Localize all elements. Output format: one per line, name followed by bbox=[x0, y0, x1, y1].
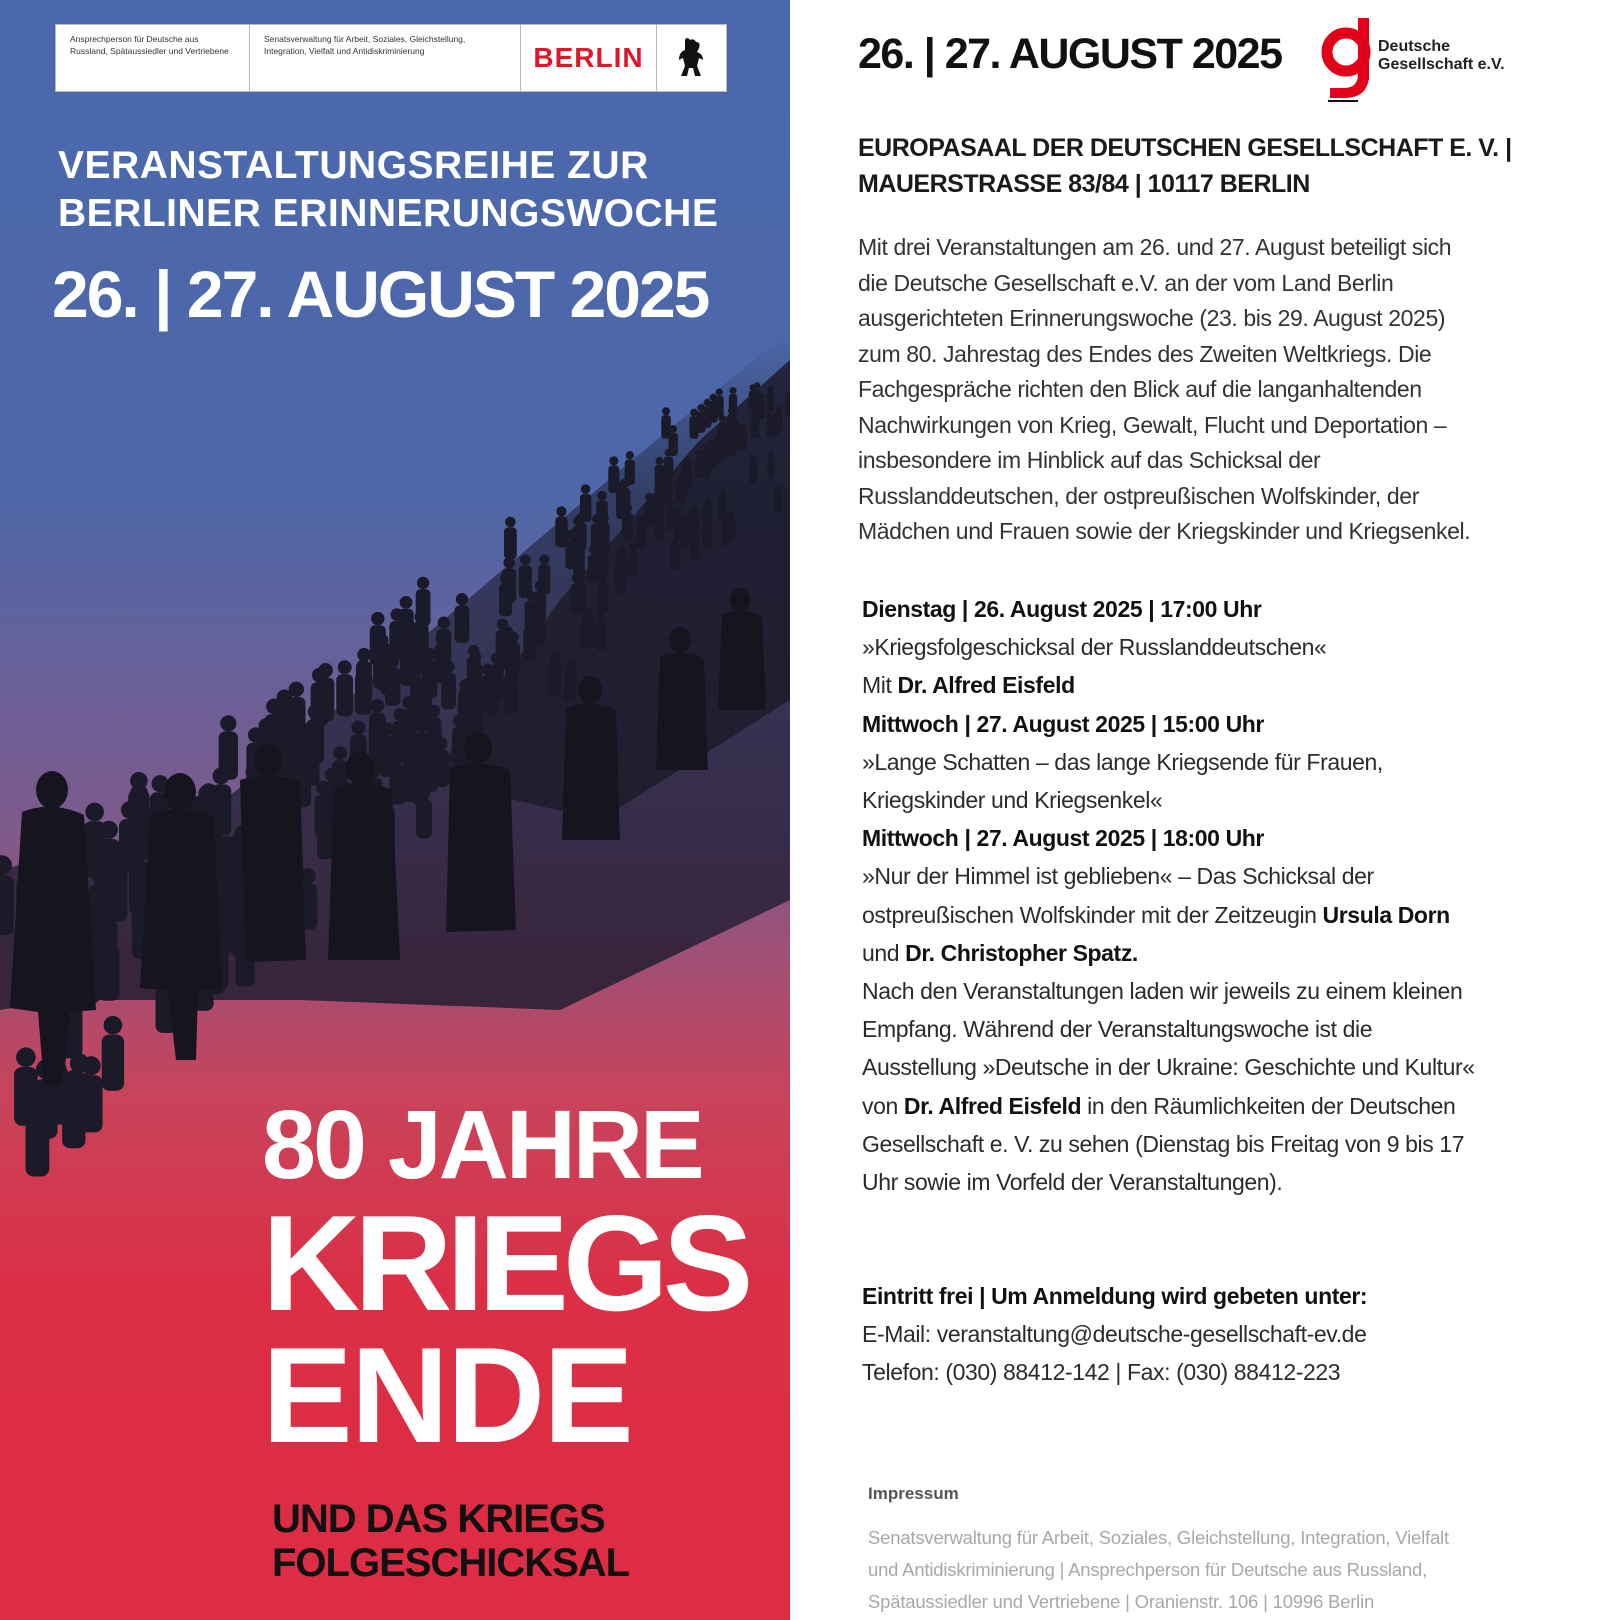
intro-line: Nachwirkungen von Krieg, Gewalt, Flucht und Deportation – bbox=[858, 411, 1447, 438]
crowd-figure-body bbox=[102, 1035, 124, 1091]
crowd-figure-body bbox=[731, 426, 740, 448]
crowd-figure-head bbox=[767, 413, 773, 419]
subtitle-line-1: UND DAS KRIEGS bbox=[272, 1497, 605, 1541]
title-line-3: ENDE bbox=[262, 1319, 632, 1471]
poster-date: 26. | 27. AUGUST 2025 bbox=[52, 257, 709, 331]
crowd-figure-head bbox=[662, 407, 670, 415]
crowd-figure-head bbox=[667, 499, 675, 507]
crowd-figure-head bbox=[371, 699, 385, 713]
crowd-figure-body bbox=[628, 552, 638, 577]
crowd-figure-body bbox=[504, 527, 517, 559]
crowd-figure-body bbox=[467, 657, 481, 692]
crowd-figure-head bbox=[338, 660, 352, 674]
crowd-figure-head bbox=[213, 767, 230, 784]
crowd-figure-body bbox=[416, 689, 432, 728]
crowd-figure-body bbox=[128, 803, 150, 858]
event-3-speaker-line bbox=[862, 934, 1562, 972]
intro-line: ausgerichteten Erinnerungswoche (23. bis 29. August 2025) bbox=[858, 305, 1446, 331]
crowd-figure-body bbox=[564, 670, 577, 701]
event-2-date: Mittwoch | 27. August 2025 | 15:00 Uhr bbox=[862, 710, 1264, 737]
crowd-figure-head bbox=[418, 786, 431, 799]
impressum-heading: Impressum bbox=[868, 1484, 959, 1503]
crowd-figure-head bbox=[375, 633, 389, 647]
crowd-figure-body bbox=[654, 517, 663, 541]
crowd-figure-head bbox=[248, 727, 263, 742]
crowd-figure-body bbox=[26, 1117, 50, 1177]
crowd-figure-body bbox=[702, 527, 711, 550]
crowd-figure-body bbox=[583, 618, 594, 647]
title-line-1: 80 JAHRE bbox=[262, 1090, 702, 1199]
crowd-figure-head bbox=[732, 419, 739, 426]
crowd-figure-body bbox=[434, 750, 449, 787]
crowd-figure-body bbox=[644, 501, 654, 526]
crowd-figure-head bbox=[574, 539, 583, 548]
crowd-figure-head bbox=[198, 785, 215, 802]
title-line-2: KRIEGS bbox=[262, 1187, 748, 1339]
crowd-figure-body bbox=[703, 506, 712, 530]
crowd-figure-head bbox=[656, 457, 664, 465]
crowd-figure-body bbox=[499, 584, 512, 617]
crowd-figure-head bbox=[520, 554, 531, 565]
crowd-figure-head bbox=[308, 704, 323, 719]
crowd-figure-body bbox=[751, 416, 760, 437]
crowd-figure-body bbox=[597, 585, 608, 613]
crowd-figure-head bbox=[623, 503, 632, 512]
crowd-figure-head bbox=[685, 514, 693, 522]
venue-line-1: EUROPASAAL DER DEUTSCHEN GESELLSCHAFT E. V. | bbox=[858, 134, 1512, 162]
crowd-figure-body bbox=[596, 501, 608, 530]
crowd-figure-body bbox=[98, 839, 120, 894]
crowd-figure-body bbox=[616, 555, 627, 583]
crowd-figure-head bbox=[438, 617, 450, 629]
series-line-2: BERLINER ERINNERUNGSWOCHE bbox=[58, 192, 719, 235]
crowd-figure-body bbox=[670, 547, 680, 571]
crowd-figure-head bbox=[728, 512, 735, 519]
crowd-figure-body bbox=[555, 517, 567, 548]
crowd-figure-body bbox=[283, 728, 301, 774]
crowd-figure-head bbox=[609, 456, 618, 465]
crowd-figure-head bbox=[626, 451, 634, 459]
exhibition-line-3: Gesellschaft e. V. zu sehen (Dienstag bis Freitag von 9 bis 17 bbox=[862, 1130, 1465, 1157]
crowd-figure-head bbox=[669, 425, 677, 433]
event-info-panel bbox=[790, 0, 1620, 1620]
event-2-title-2: Kriegskinder und Kriegsenkel« bbox=[862, 787, 1163, 814]
crowd-figure-body bbox=[496, 630, 510, 665]
crowd-figure-head bbox=[325, 768, 339, 782]
event-3-date: Mittwoch | 27. August 2025 | 18:00 Uhr bbox=[862, 825, 1264, 852]
event-1-with: Mit bbox=[862, 672, 898, 699]
crowd-figure-body bbox=[549, 663, 562, 696]
crowd-figure-head bbox=[400, 596, 413, 609]
intro-line: insbesondere im Hinblick auf das Schicksal der bbox=[858, 447, 1321, 473]
ansprechperson-label: Ansprechperson für Deutsche aus Russland, Spätaussiedler und Vertriebene bbox=[56, 25, 250, 91]
crowd-figure-head bbox=[775, 486, 782, 493]
crowd-figure-head bbox=[539, 555, 549, 565]
crowd-figure-head bbox=[505, 517, 516, 528]
crowd-figure-body bbox=[571, 583, 583, 613]
crowd-figure-head bbox=[100, 821, 118, 839]
crowd-figure-head bbox=[417, 577, 429, 589]
crowd-figure-head bbox=[524, 617, 535, 628]
intro-line: Mädchen und Frauen sowie der Kriegskinder und Kriegsenkel. bbox=[858, 518, 1471, 544]
event-poster bbox=[0, 0, 790, 1620]
crowd-figure-head bbox=[381, 722, 395, 736]
crowd-figure-body bbox=[669, 433, 678, 456]
event-3-title-2-text: ostpreußischen Wolfskinder mit der Zeitzeugin bbox=[862, 901, 1323, 928]
intro-line: Mit drei Veranstaltungen am 26. und 27. August beteiligt sich bbox=[858, 234, 1452, 260]
event-1-date: Dienstag | 26. August 2025 | 17:00 Uhr bbox=[862, 596, 1262, 622]
crowd-figure-head bbox=[436, 632, 449, 645]
crowd-figure-head bbox=[16, 1047, 36, 1067]
dg-mark-icon bbox=[1320, 18, 1376, 102]
reception-line-2: Empfang. Während der Veranstaltungswoche ist die bbox=[862, 1016, 1373, 1043]
crowd-figure-body bbox=[519, 565, 532, 598]
crowd-figure-head bbox=[597, 491, 607, 501]
crowd-figure-head bbox=[318, 663, 333, 678]
crowd-figure-head bbox=[776, 407, 782, 413]
crowd-figure-body bbox=[398, 609, 413, 648]
crowd-figure-head bbox=[418, 676, 431, 689]
crowd-figure-body bbox=[595, 621, 607, 650]
reception-line-1: Nach den Veranstaltungen laden wir jeweils zu einem kleinen bbox=[862, 978, 1463, 1005]
crowd-figure-head bbox=[767, 387, 773, 393]
registration-heading: Eintritt frei | Um Anmeldung wird gebeten unter: bbox=[862, 1283, 1368, 1309]
crowd-figure-head bbox=[645, 493, 653, 501]
intro-line: Russlanddeutschen, der ostpreußischen Wolfskinder, der bbox=[858, 482, 1419, 509]
berlin-wordmark: BERLIN bbox=[521, 25, 657, 91]
crowd-figure-head bbox=[351, 720, 365, 734]
crowd-figure-body bbox=[749, 391, 757, 410]
crowd-figure-head bbox=[739, 423, 746, 430]
crowd-figure-body bbox=[667, 507, 677, 531]
subtitle-line-2: FOLGESCHICKSAL bbox=[272, 1541, 630, 1585]
crowd-figure-head bbox=[371, 612, 384, 625]
crowd-figure-body bbox=[715, 396, 724, 418]
registration-email[interactable]: E-Mail: veranstaltung@deutsche-gesellschaft-ev.de bbox=[862, 1321, 1367, 1347]
event-3-title-1: »Nur der Himmel ist geblieben« – Das Schicksal der bbox=[862, 863, 1374, 890]
crowd-figure-head bbox=[85, 803, 104, 822]
crowd-figure-head bbox=[684, 457, 692, 465]
crowd-figure-body bbox=[608, 466, 619, 493]
crowd-figure-head bbox=[556, 506, 566, 516]
crowd-figure-head bbox=[402, 696, 415, 709]
crowd-figure-head bbox=[99, 926, 118, 945]
impressum-line: und Antidiskriminierung | Ansprechperson für Deutsche aus Russland, bbox=[868, 1559, 1428, 1580]
crowd-figure-body bbox=[766, 393, 774, 412]
crowd-figure-head bbox=[414, 755, 427, 768]
crowd-figure-head bbox=[750, 455, 757, 462]
exhibition-line-2 bbox=[862, 1087, 1562, 1125]
crowd-figure-head bbox=[550, 652, 561, 663]
impressum-line: Spätaussiedler und Vertriebene | Oranienstr. 106 | 10996 Berlin bbox=[868, 1591, 1375, 1612]
crowd-figure-body bbox=[749, 462, 758, 483]
crowd-figure-body bbox=[97, 945, 119, 1001]
crowd-figure-head bbox=[462, 690, 474, 702]
crowd-figure-head bbox=[690, 507, 698, 515]
crowd-figure-body bbox=[636, 523, 646, 549]
crowd-figure-body bbox=[401, 709, 417, 748]
crowd-figure-head bbox=[497, 619, 509, 631]
crowd-figure-body bbox=[0, 875, 14, 935]
crowd-figure-body bbox=[774, 493, 782, 513]
crowd-figure-head bbox=[719, 489, 727, 497]
event-3-speaker: Dr. Christopher Spatz. bbox=[905, 939, 1138, 966]
crowd-figure-body bbox=[729, 394, 737, 415]
crowd-figure-head bbox=[598, 576, 607, 585]
crowd-figure-head bbox=[654, 485, 662, 493]
berlin-bear-icon bbox=[657, 25, 726, 91]
crowd-figure-body bbox=[373, 647, 390, 689]
crowd-figure-head bbox=[581, 484, 590, 493]
crowd-figure-head bbox=[716, 389, 723, 396]
crowd-figure-head bbox=[220, 715, 236, 731]
event-date: 26. | 27. AUGUST 2025 bbox=[858, 30, 1282, 78]
crowd-figure-head bbox=[596, 611, 606, 621]
crowd-figure-body bbox=[538, 565, 550, 595]
crowd-figure-body bbox=[490, 664, 504, 700]
crowd-figure-body bbox=[766, 419, 773, 437]
intro-line: Fachgespräche richten den Blick auf die langanhaltenden bbox=[858, 376, 1422, 402]
event-schedule bbox=[862, 590, 1562, 1201]
crowd-figure-body bbox=[356, 662, 372, 703]
impressum-text bbox=[868, 1522, 1528, 1618]
crowd-figure-body bbox=[416, 799, 432, 839]
crowd-figure-head bbox=[453, 714, 466, 727]
crowd-figure-head bbox=[690, 409, 698, 417]
crowd-figure-head bbox=[617, 546, 626, 555]
crowd-figure-head bbox=[370, 714, 383, 727]
crowd-figure-head bbox=[468, 645, 480, 657]
poster-subtitle bbox=[272, 1497, 629, 1585]
crowd-figure-body bbox=[653, 493, 663, 518]
crowd-figure-body bbox=[685, 522, 694, 545]
crowd-figure-head bbox=[424, 648, 437, 661]
crowd-figure-head bbox=[565, 660, 575, 670]
crowd-figure-head bbox=[275, 700, 291, 716]
crowd-figure-head bbox=[500, 573, 511, 584]
senatsverwaltung-label: Senatsverwaltung für Arbeit, Soziales, Gleichstellung, Integration, Vielfalt und Antidiskriminierung bbox=[250, 25, 521, 91]
crowd-figure-head bbox=[130, 785, 148, 803]
crowd-figure-body bbox=[14, 1067, 37, 1126]
series-line-1: VERANSTALTUNGSREIHE ZUR bbox=[58, 144, 649, 187]
crowd-figure-body bbox=[455, 605, 470, 642]
crowd-figure-body bbox=[504, 679, 518, 714]
intro-paragraph bbox=[858, 230, 1558, 550]
venue-line-2: MAUERSTRASSE 83/84 | 10117 BERLIN bbox=[858, 170, 1310, 198]
crowd-figure-body bbox=[664, 457, 674, 481]
event-1-speaker-line bbox=[862, 666, 1562, 704]
event-3-title-2 bbox=[862, 896, 1562, 934]
crowd-figure-body bbox=[379, 736, 395, 777]
crowd-figure-body bbox=[434, 645, 449, 683]
crowd-figure-head bbox=[768, 453, 774, 459]
crowd-figure-body bbox=[336, 674, 353, 716]
crowd-figure-head bbox=[285, 713, 300, 728]
crowd-figure-head bbox=[28, 1097, 48, 1117]
deutsche-gesellschaft-logo bbox=[1320, 18, 1550, 98]
crowd-figure-head bbox=[730, 387, 737, 394]
crowd-figure-body bbox=[727, 519, 736, 541]
crowd-figure-head bbox=[333, 746, 347, 760]
exhibition-line-1: Ausstellung »Deutsche in der Ukraine: Geschichte und Kultur« bbox=[862, 1054, 1475, 1081]
crowd-figure-body bbox=[690, 416, 699, 439]
dg-logo-line-1: Deutsche bbox=[1378, 38, 1451, 55]
crowd-figure-body bbox=[767, 459, 774, 477]
crowd-figure-body bbox=[625, 460, 635, 485]
event-1-speaker: Dr. Alfred Eisfeld bbox=[897, 672, 1075, 699]
exhibition-location: in den Räumlichkeiten der Deutschen bbox=[1081, 1092, 1456, 1119]
crowd-figure-body bbox=[622, 512, 633, 540]
crowd-figure-body bbox=[683, 465, 692, 488]
impressum-line: Senatsverwaltung für Arbeit, Soziales, Gleichstellung, Integration, Vielfalt bbox=[868, 1527, 1449, 1548]
crowd-figure-head bbox=[104, 1016, 123, 1035]
crowd-figure-body bbox=[534, 591, 546, 622]
registration-phone: Telefon: (030) 88412-142 | Fax: (030) 88412-223 bbox=[862, 1359, 1341, 1385]
crowd-figure-head bbox=[704, 498, 712, 506]
crowd-figure-body bbox=[775, 413, 782, 431]
crowd-figure-body bbox=[416, 589, 431, 626]
crowd-figure-head bbox=[503, 557, 515, 569]
sponsor-logo-bar bbox=[55, 24, 727, 92]
crowd-figure-head bbox=[289, 682, 304, 697]
dg-logo-text bbox=[1378, 38, 1505, 74]
crowd-figure-head bbox=[456, 593, 468, 605]
crowd-figure-head bbox=[82, 1056, 101, 1075]
crowd-figure-head bbox=[750, 384, 756, 390]
dg-logo-line-2: Gesellschaft e.V. bbox=[1378, 56, 1505, 73]
event-2-title-1: »Lange Schatten – das lange Kriegsende für Frauen, bbox=[862, 748, 1383, 775]
venue-address bbox=[858, 130, 1558, 202]
intro-line: zum 80. Jahrestag des Endes des Zweiten Weltkriegs. Die bbox=[858, 340, 1432, 367]
exhibition-von: von bbox=[862, 1092, 904, 1119]
event-3-witness: Ursula Dorn bbox=[1322, 901, 1450, 928]
crowd-figure-head bbox=[629, 543, 637, 551]
crowd-figure-body bbox=[80, 1075, 103, 1132]
event-3-and: und bbox=[862, 939, 906, 966]
exhibition-curator: Dr. Alfred Eisfeld bbox=[903, 1092, 1082, 1119]
crowd-figure-body bbox=[580, 494, 591, 522]
crowd-figure-body bbox=[573, 549, 584, 578]
registration-info bbox=[862, 1277, 1562, 1391]
crowd-figure-head bbox=[357, 648, 371, 662]
crowd-figure-body bbox=[523, 628, 536, 661]
crowd-figure-body bbox=[739, 430, 747, 450]
event-1-title: »Kriegsfolgeschicksal der Russlanddeutschen« bbox=[862, 634, 1327, 661]
series-heading bbox=[58, 142, 758, 238]
exhibition-line-4: Uhr sowie im Vorfeld der Veranstaltungen). bbox=[862, 1169, 1283, 1196]
intro-line: die Deutsche Gesellschaft e.V. an der vom Land Berlin bbox=[858, 269, 1394, 296]
